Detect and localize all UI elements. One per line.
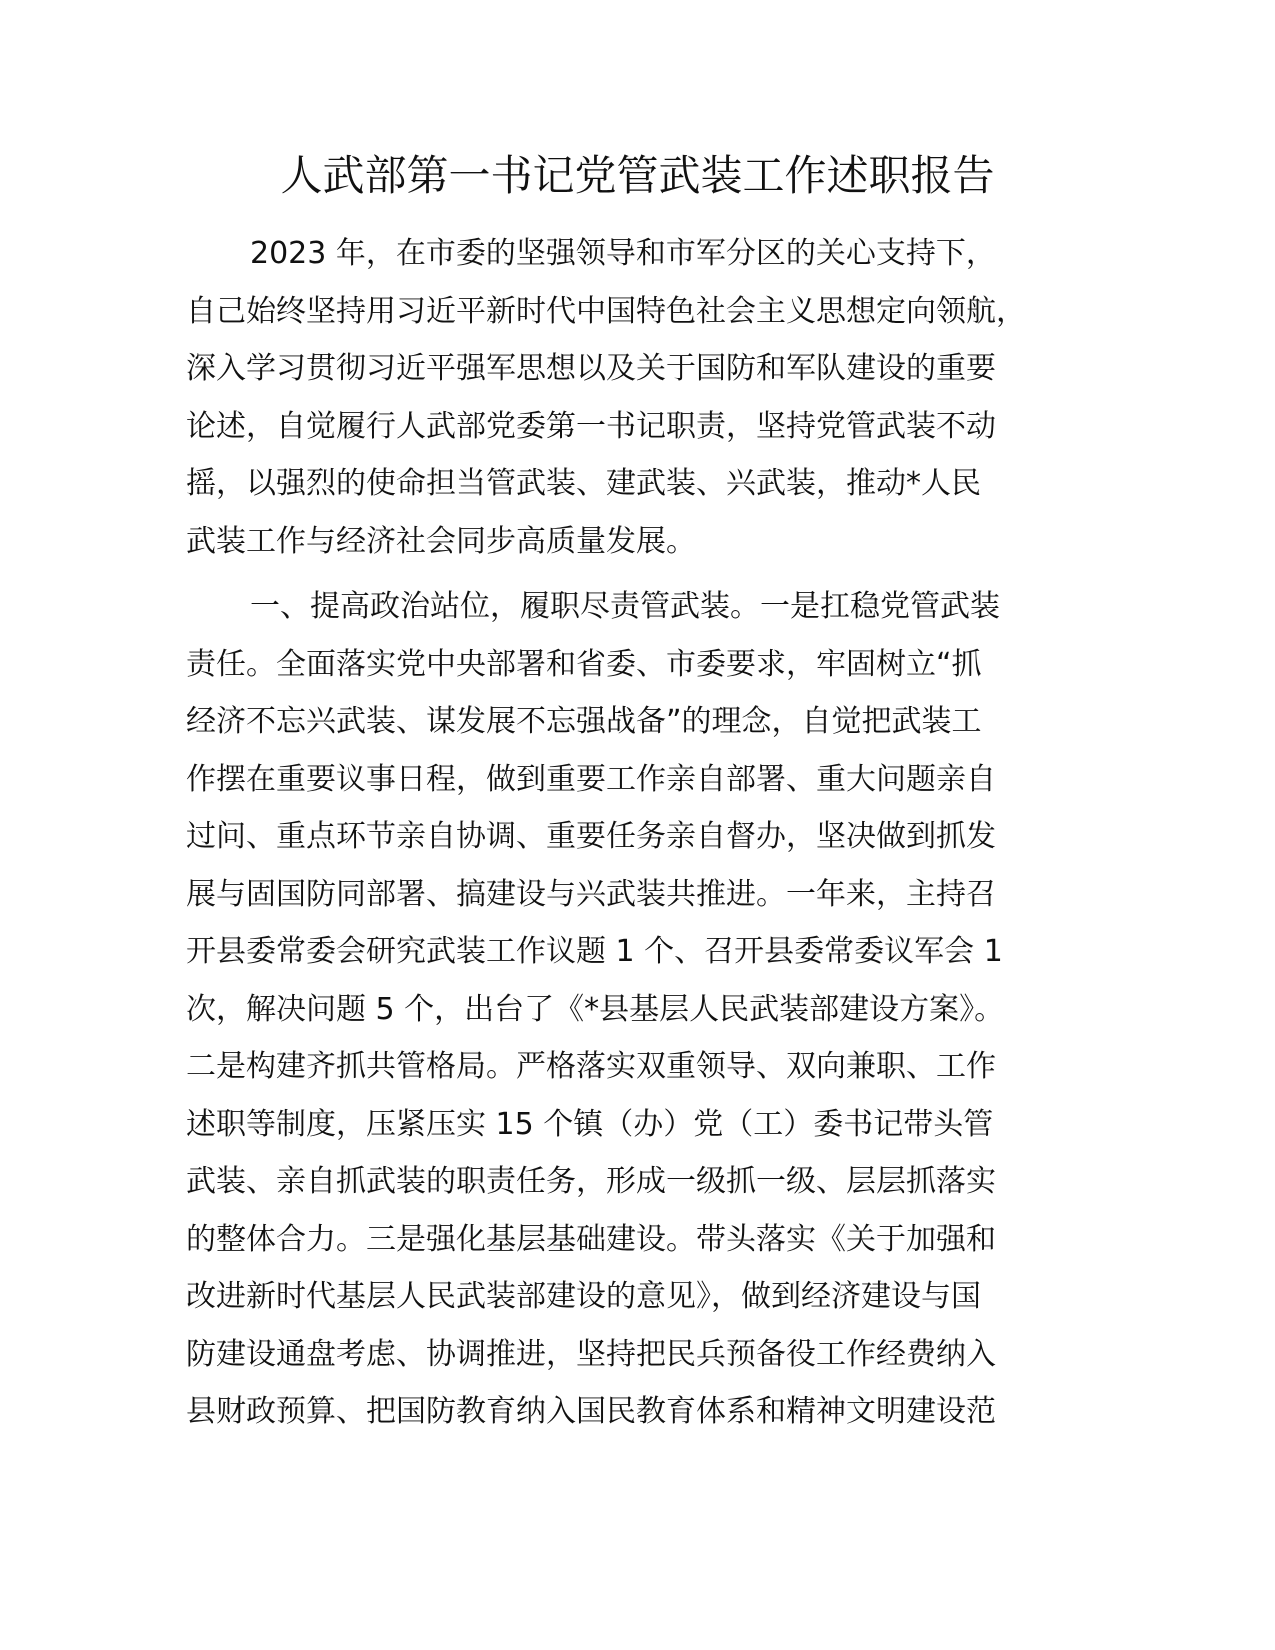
text-line: 的整体合力。三是强化基层基础建设。带头落实《关于加强和 xyxy=(186,1221,996,1257)
text-line: 武装工作与经济社会同步高质量发展。 xyxy=(186,523,696,559)
text-line: 述职等制度，压紧压实 15 个镇（办）党（工）委书记带头管 xyxy=(186,1106,994,1142)
text-line: 过问、重点环节亲自协调、重要任务亲自督办，坚决做到抓发 xyxy=(186,819,996,854)
text-line: 县财政预算、把国防教育纳入国民教育体系和精神文明建设范 xyxy=(186,1394,996,1429)
text-line: 武装、亲自抓武装的职责任务，形成一级抓一级、层层抓落实 xyxy=(186,1164,996,1199)
text-line: 防建设通盘考虑、协调推进，坚持把民兵预备役工作经费纳入 xyxy=(186,1336,996,1372)
text-line: 次，解决问题 5 个，出台了《*县基层人民武装部建设方案》。 xyxy=(186,991,1005,1027)
text-line: 自己始终坚持用习近平新时代中国特色社会主义思想定向领航， xyxy=(186,293,1026,329)
paragraph-intro xyxy=(186,225,1086,570)
text-line: 2023 年，在市委的坚强领导和市军分区的关心支持下， xyxy=(250,236,996,271)
text-line: 改进新时代基层人民武装部建设的意见》，做到经济建设与国 xyxy=(186,1279,981,1314)
text-line: 二是构建齐抓共管格局。严格落实双重领导、双向兼职、工作 xyxy=(186,1049,996,1084)
text-line: 一、提高政治站位，履职尽责管武装。一是扛稳党管武装 xyxy=(250,589,1000,624)
text-line: 责任。全面落实党中央部署和省委、市委要求，牢固树立“抓 xyxy=(186,646,982,682)
text-line: 经济不忘兴武装、谋发展不忘强战备”的理念，自觉把武装工 xyxy=(186,704,982,739)
text-line: 论述，自觉履行人武部党委第一书记职责，坚持党管武装不动 xyxy=(186,408,996,444)
text-line: 开县委常委会研究武装工作议题 1 个、召开县委常委议军会 1 xyxy=(186,934,1003,969)
text-line: 作摆在重要议事日程，做到重要工作亲自部署、重大问题亲自 xyxy=(186,761,996,797)
text-line: 深入学习贯彻习近平强军思想以及关于国防和军队建设的重要 xyxy=(186,351,996,386)
paragraph-section-one xyxy=(186,578,1086,1441)
text-line: 展与固国防同部署、搞建设与兴武装共推进。一年来，主持召 xyxy=(186,876,996,912)
text-line: 摇，以强烈的使命担当管武装、建武装、兴武装，推动*人民 xyxy=(186,466,981,501)
document-title: 人武部第一书记党管武装工作述职报告 xyxy=(280,151,995,200)
